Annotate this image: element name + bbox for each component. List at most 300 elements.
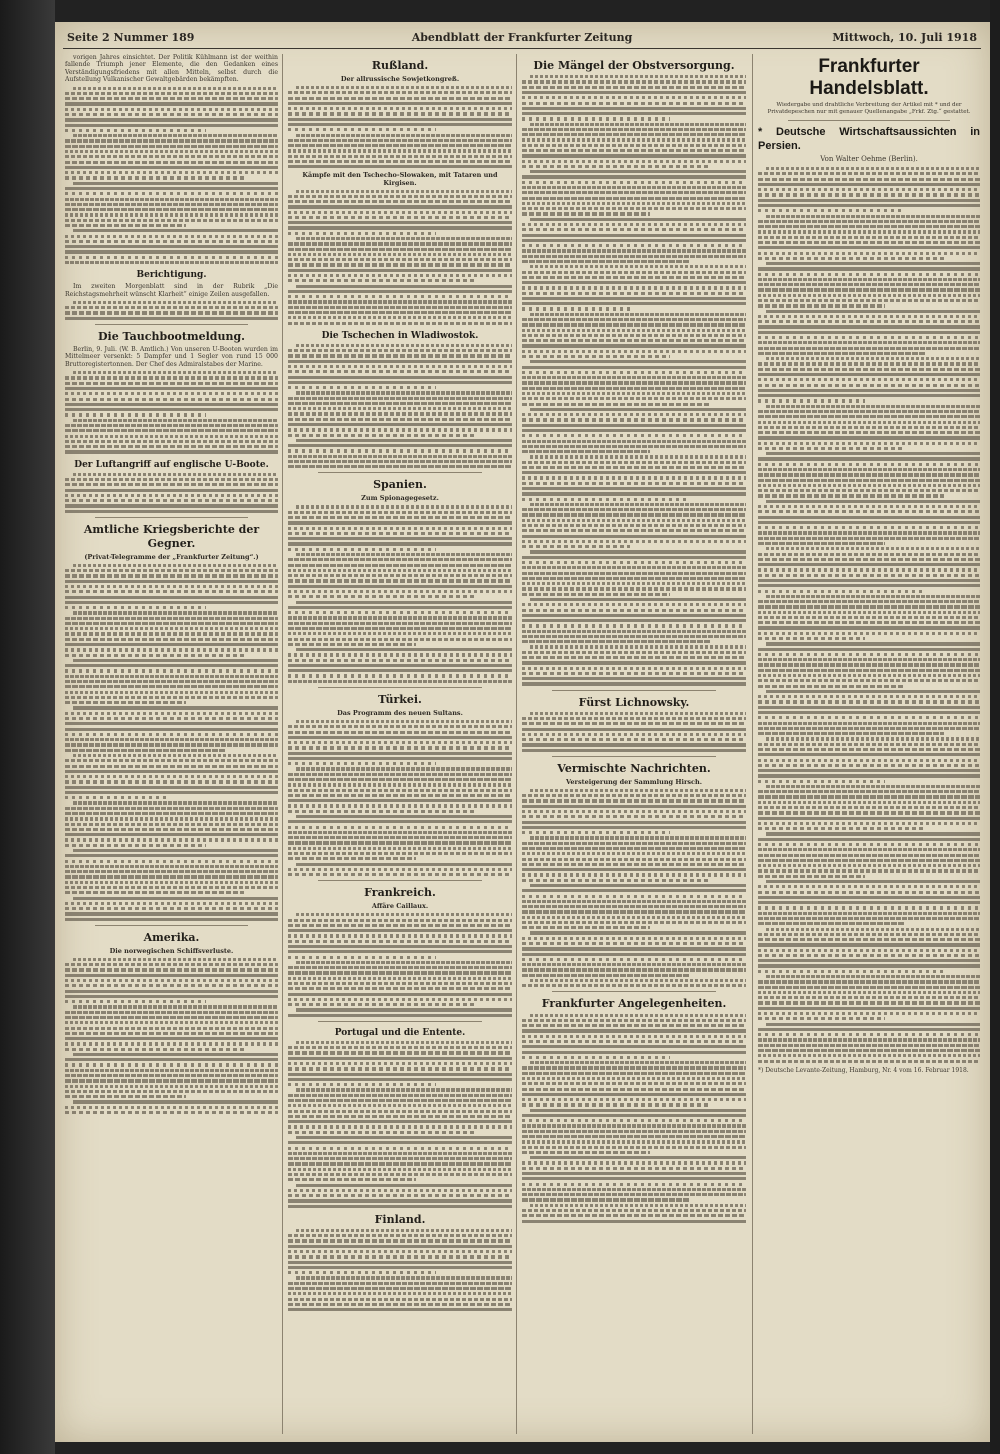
text-line [758,864,980,867]
separator [318,687,482,688]
text-line [288,381,512,384]
filler-text [65,958,278,1114]
text-line [65,403,278,406]
text-line [65,387,278,390]
text-line [522,852,746,855]
text-line [758,252,980,255]
text-line [758,463,980,466]
text-line [65,413,206,416]
text-line [288,940,512,943]
text-line [522,1051,746,1054]
text-line [288,1308,512,1311]
text-line [288,511,512,514]
text-line [296,648,512,651]
text-line [522,630,746,633]
text-line [758,299,980,302]
text-line [288,149,512,152]
text-line [522,207,746,210]
text-line [288,789,512,792]
text-line [288,354,512,357]
text-line [296,134,512,137]
text-line [522,1024,746,1027]
text-line [758,769,980,772]
text-line [65,245,278,248]
text-line [758,352,925,355]
text-line [73,958,278,961]
text-line [65,499,278,502]
filler-text [522,789,746,988]
text-line [65,907,278,910]
filler-text [288,505,512,682]
text-line [522,1220,746,1223]
text-line [522,815,746,818]
text-line [65,1042,278,1045]
text-line [522,403,710,406]
text-line [758,505,980,508]
text-line [758,663,980,666]
text-line [766,262,980,265]
text-line [288,274,512,277]
text-line [758,933,980,936]
text-line [522,286,746,289]
text-line [65,1037,278,1040]
text-line [65,995,278,998]
text-line [758,479,980,482]
text-line [758,822,980,825]
section-subheading: (Privat-Telegramme der „Frankfurter Zeitung“.) [84,552,259,561]
text-line [65,733,278,736]
text-line [288,638,512,641]
text-line [522,1167,746,1170]
text-line [288,627,512,630]
text-line [73,1005,278,1008]
text-line [288,1014,512,1017]
text-line [522,191,746,194]
text-line [65,155,278,158]
section-heading: Fürst Lichnowsky. [578,695,690,709]
text-line [758,304,885,307]
text-line [73,706,278,709]
column-2 [288,54,512,1434]
text-line [522,107,746,110]
text-line [65,722,278,725]
text-line [758,183,980,186]
text-line [288,987,512,990]
text-line [758,436,980,439]
text-line [758,516,980,519]
text-line [288,1141,512,1144]
text-line [758,204,980,207]
text-line [288,1051,512,1054]
text-line [73,659,278,662]
text-line [530,360,746,363]
text-line [522,743,746,746]
text-line [522,1093,746,1096]
text-line [65,1079,278,1082]
text-line [288,757,512,760]
text-line [65,478,278,481]
text-line [288,847,512,850]
text-line [522,905,746,908]
text-line [522,540,746,543]
text-line [522,524,746,527]
column-4 [758,54,980,1434]
text-line [65,240,278,243]
text-line [296,285,512,288]
text-line [65,685,278,688]
text-line [65,786,278,789]
text-line [522,392,746,395]
text-line [288,455,512,458]
text-line [522,1019,746,1022]
text-line [296,190,512,193]
text-line [522,350,746,353]
text-line [288,428,512,431]
text-line [758,732,944,735]
text-line [288,1147,512,1150]
text-line [288,804,512,807]
reprint-notice: Wiedergabe und drahtliche Verbreitung der Artikel mit * und der Privatdepeschen nur mit genauer Quellenangabe „Frkf. Ztg.“ gestattet. [767,102,971,115]
text-line [288,836,512,839]
text-line [288,537,512,540]
section-subheading: Das Programm des neuen Sultans. [337,708,463,717]
text-line [296,1041,512,1044]
text-line [758,510,980,513]
text-line [758,336,980,339]
text-line [758,706,980,709]
text-line [522,154,746,157]
text-line [522,577,746,580]
paper-title: Abendblatt der Frankfurter Zeitung [411,31,633,44]
text-line [296,237,512,240]
text-line [522,1066,746,1069]
text-line [296,1088,512,1091]
filler-text [522,1014,746,1223]
text-line [288,1073,512,1076]
text-line [522,144,746,147]
text-line [758,759,980,762]
text-line [288,542,512,545]
text-line [65,648,278,651]
text-line [530,884,746,887]
text-line [73,564,278,567]
text-line [65,192,278,195]
text-line [288,1120,512,1123]
text-line [65,504,278,507]
text-line [766,832,980,835]
text-line [758,901,980,904]
text-line [65,145,278,148]
text-line [758,278,980,281]
section-heading: Amtliche Kriegsberichte der Gegner. [83,522,260,550]
text-line [758,722,980,725]
text-line [65,208,278,211]
text-line [522,1135,746,1138]
article-headline: * Deutsche Wirtschaftsaussichten in Persien. [758,126,980,152]
text-line [65,590,278,593]
text-line [758,542,885,545]
text-line [758,415,980,418]
text-line [758,891,980,894]
text-line [65,807,278,810]
text-line [288,1234,512,1237]
text-line [766,642,980,645]
text-line [522,749,746,752]
text-line [288,1282,512,1285]
text-line [522,318,746,321]
text-line [758,843,980,846]
text-line [65,627,278,630]
text-line [288,306,512,309]
text-line [288,993,512,996]
text-line [758,172,980,175]
text-line [522,717,746,720]
section-heading: Der Luftangriff auf englische U-Boote. [74,459,269,470]
separator [95,925,248,926]
text-line [758,389,980,392]
text-line [522,805,746,808]
text-line [766,310,980,313]
text-line [65,445,278,448]
text-line [758,563,980,566]
text-line [758,648,980,651]
text-line [288,810,476,813]
separator [318,472,482,473]
text-line [288,820,512,823]
filler-text [288,344,512,469]
text-line [65,1063,278,1066]
text-line [522,1103,710,1106]
text-line [522,292,746,295]
text-line [288,269,512,272]
text-line [288,1245,512,1248]
text-line [65,161,278,164]
text-line [73,371,278,374]
text-line [65,759,278,762]
text-line [65,622,278,625]
text-line [522,868,746,871]
text-line [758,431,980,434]
text-line [758,653,980,656]
text-line [522,297,746,300]
text-line [296,863,512,866]
text-line [758,621,980,624]
text-line [522,1124,746,1127]
text-line [758,193,980,196]
text-line [65,701,186,704]
text-line [65,675,278,678]
text-line [522,614,746,617]
text-line [65,886,278,889]
text-line [522,355,670,358]
text-line [758,468,980,471]
text-line [288,295,512,298]
text-line [758,669,980,672]
text-line [65,483,278,486]
text-line [758,331,980,334]
text-line [758,970,944,973]
text-line [288,868,512,871]
text-line [288,1115,512,1118]
text-line [758,838,980,841]
text-line [65,108,278,111]
text-line [758,526,980,529]
section-heading: Portugal und die Entente. [334,1027,466,1038]
text-line [65,902,278,905]
text-line [758,632,980,635]
text-line [758,774,980,777]
text-line [522,667,746,670]
text-line [65,728,278,731]
text-line [65,860,278,863]
text-line [522,810,746,813]
text-line [288,527,512,530]
text-line [288,741,512,744]
text-line [758,917,980,920]
text-line [758,743,980,746]
text-line [758,368,980,371]
text-line [288,449,512,452]
text-line [758,378,980,381]
text-line [522,1040,746,1043]
text-line [530,503,746,506]
text-line [288,616,512,619]
text-line [288,423,512,426]
section-heading: Rußland. [371,59,429,72]
text-line [288,1104,512,1107]
text-line [522,910,746,913]
text-line [758,178,980,181]
text-line [73,182,278,185]
separator [318,1021,482,1022]
text-line [288,1271,436,1274]
text-line [288,977,512,980]
text-line [65,150,278,153]
separator [95,324,248,325]
text-line [288,195,512,198]
text-line [766,1023,980,1026]
column-1 [65,54,278,1434]
text-line [758,1054,980,1057]
text-line [758,558,980,561]
article-text: Im zweiten Morgenblatt sind in der Rubrik „Die Reichstagsmehrheit wünscht Klarheit“ einige Zeilen ausgefallen. [65,283,278,298]
text-line [522,482,746,485]
text-line [522,858,746,861]
text-line [288,841,512,844]
text-line [288,574,512,577]
text-line [288,1094,512,1097]
text-line [522,1119,746,1122]
text-line [758,1038,980,1041]
text-line [522,863,746,866]
text-line [65,696,278,699]
text-line [288,659,512,662]
text-line [65,990,278,993]
text-line [758,1060,980,1063]
text-line [758,616,980,619]
text-line [65,585,278,588]
text-line [522,1130,746,1133]
text-line [758,658,980,661]
text-line [65,198,278,201]
text-line [522,138,746,141]
filler-text [288,1229,512,1311]
text-line [758,188,980,191]
text-line [288,200,512,203]
text-line [288,956,436,959]
text-line [65,596,278,599]
text-line [288,232,436,235]
text-line [288,248,512,251]
text-line [522,1035,746,1038]
text-line [766,690,980,693]
text-line [522,334,746,337]
text-line [288,564,512,567]
text-line [288,831,512,834]
text-line [522,1177,746,1180]
text-line [65,664,278,667]
text-line [288,102,512,105]
separator [552,756,716,757]
text-line [522,239,746,242]
text-line [522,112,746,115]
text-line [758,1049,980,1052]
text-line [522,1082,746,1085]
text-line [522,722,746,725]
text-line [522,128,746,131]
text-line [522,733,746,736]
text-line [288,611,512,614]
text-line [288,595,476,598]
text-line [530,408,746,411]
text-line [65,775,278,778]
text-line [288,919,512,922]
text-line [288,402,512,405]
text-line [288,322,512,325]
text-line [65,569,278,572]
text-line [288,569,512,572]
text-line [758,1017,885,1020]
text-line [530,1156,746,1159]
text-line [522,879,710,882]
text-line [65,838,278,841]
text-line [522,381,746,384]
text-line [288,579,512,582]
text-line [758,827,925,830]
text-line [522,847,746,850]
text-line [65,435,278,438]
page-number: Seite 2 Nummer 189 [67,31,195,44]
text-line [288,444,512,447]
text-line [65,796,167,799]
text-line [65,176,244,179]
text-line [65,510,278,513]
text-line [65,224,186,227]
text-line [65,865,278,868]
text-line [288,1131,476,1134]
text-line [522,916,746,919]
text-line [522,1029,746,1032]
text-line [758,315,980,318]
article-text: vorigen Jahres einsichtet. Der Politik Kühlmann ist der weithin fallende Triumph jener Elemente, die den Gedanken eines Verständigungsfriedens mit allen Mitteln, selbst durch die Aufstellung Vulkanischer Gewaltgebärden bekämpften. [65,54,278,84]
text-line [522,582,746,585]
text-line [288,521,512,524]
text-line [522,1193,746,1196]
text-line [766,928,980,931]
text-line [65,669,278,672]
text-line [65,1048,244,1051]
text-line [65,770,278,773]
